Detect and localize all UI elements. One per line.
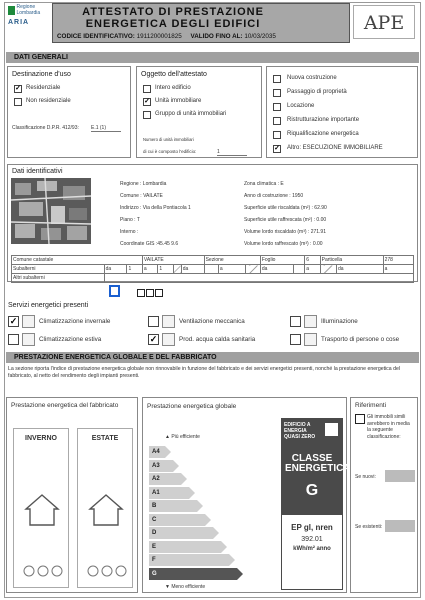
- energy-class-bar-a2: A2: [149, 473, 181, 485]
- motivo-label-2: Passaggio di proprietà: [287, 89, 347, 95]
- servizio-label-1: Climatizzazione invernale: [39, 318, 111, 325]
- title-bar: [52, 3, 350, 43]
- servizio-label-6: Trasporto di persone o cose: [321, 336, 400, 343]
- prestazione-heading: PRESTAZIONE ENERGETICA GLOBALE E DEL FABBRICATO: [6, 352, 419, 363]
- intero-edificio-checkbox[interactable]: [143, 85, 151, 93]
- motivo-checkbox-4[interactable]: [273, 117, 281, 125]
- regione-lombardia-logo: Regione Lombardia ARIA: [8, 4, 48, 40]
- house-estate-icon: [88, 493, 124, 527]
- riferimenti-box: Riferimenti Gli immobili simili avrebbero in media la seguente classificazione: Se nuovi: Se esistenti:: [350, 397, 418, 593]
- small-box-1: [137, 289, 145, 297]
- composto-value: 1: [217, 149, 247, 156]
- residenziale-checkbox[interactable]: ✓: [15, 85, 21, 92]
- servizio-icon-4: [162, 333, 175, 346]
- motivo-label-3: Locazione: [287, 103, 315, 109]
- inverno-rating-icons: [22, 563, 64, 579]
- motivo-label-5: Riqualificazione energetica: [287, 131, 359, 137]
- energy-class-bar-a1: A1: [149, 487, 189, 499]
- unita-immobiliare-checkbox[interactable]: ✓: [144, 98, 150, 105]
- globale-box: Prestazione energetica globale ▲ Più efficiente ▼ Meno efficiente EDIFICIO A ENERGIA QUASI ZERO CLASSE ENERGETICA G EP gl, nren 392.01 kWh/m² anno A4 A3 A2 A1 B C D E F G: [142, 397, 347, 593]
- classificazione-label: Classificazione D.P.R. 412/93:: [12, 125, 79, 131]
- inverno-panel: INVERNO: [13, 428, 69, 588]
- energy-class-bar-d: D: [149, 527, 213, 539]
- small-box-2: [146, 289, 154, 297]
- classificazione-value: E.1 (1): [91, 125, 121, 132]
- servizio-checkbox-1[interactable]: ✓: [9, 316, 18, 326]
- gruppo-unita-checkbox[interactable]: [143, 111, 151, 119]
- servizio-checkbox-3[interactable]: [148, 316, 159, 327]
- map-thumbnail-image: [11, 178, 91, 244]
- codice-value: 1911200001825: [136, 33, 182, 40]
- servizio-checkbox-5[interactable]: [290, 316, 301, 327]
- riferimenti-icon: [355, 414, 365, 424]
- estate-rating-icons: [86, 563, 128, 579]
- energy-class-bar-f: F: [149, 554, 229, 566]
- prestazione-description: La sezione riporta l'indice di prestazione energetica globale non rinnovabile in funzione del fabbricato e dei servizi energetici presenti, nonché la prestazione energetica del fabbricato, al netto del rendimento degli impianti presenti.: [8, 366, 401, 379]
- non-residenziale-checkbox[interactable]: [14, 98, 22, 106]
- title-line1: ATTESTATO DI PRESTAZIONE: [82, 6, 264, 18]
- energy-class-bar-c: C: [149, 514, 205, 526]
- motivi-box: [266, 66, 418, 158]
- destinazione-box: Destinazione d'uso ✓ Residenziale Non residenziale Classificazione D.P.R. 412/93: E.1 (1): [7, 66, 131, 158]
- codice-row: CODICE IDENTIFICATIVO: 1911200001825 VALIDO FINO AL: 10/03/2035: [57, 33, 276, 40]
- catasto-table: Comune catastale VAILATE Sezione Foglio 6 Particella 278 Subalterni da 1 a 1 da a da a da a Altri subalterni: [11, 255, 414, 283]
- motivo-checkbox-6[interactable]: ✓: [274, 145, 280, 152]
- motivo-label-6: Altro: ESECUZIONE IMMOBILIARE: [287, 145, 383, 151]
- energy-class-bar-a3: A3: [149, 460, 173, 472]
- house-inverno-icon: [24, 493, 60, 527]
- servizio-label-2: Climatizzazione estiva: [39, 336, 102, 343]
- se-nuovi-arrow: [385, 470, 415, 482]
- ep-value: 392.01: [301, 536, 323, 543]
- servizio-checkbox-6[interactable]: [290, 334, 301, 345]
- motivo-checkbox-1[interactable]: [273, 75, 281, 83]
- motivo-checkbox-2[interactable]: [273, 89, 281, 97]
- regione-emblem-icon: [8, 6, 15, 15]
- servizio-label-5: Illuminazione: [321, 318, 358, 325]
- dati-generali-heading: DATI GENERALI: [6, 52, 419, 63]
- servizio-label-4: Prod. acqua calda sanitaria: [179, 336, 256, 343]
- servizio-checkbox-4[interactable]: ✓: [149, 334, 158, 344]
- servizio-icon-2: [22, 333, 35, 346]
- classe-panel: EDIFICIO A ENERGIA QUASI ZERO CLASSE ENERGETICA G EP gl, nren 392.01 kWh/m² anno: [281, 418, 343, 590]
- servizio-icon-5: [304, 315, 317, 328]
- servizio-checkbox-2[interactable]: [8, 334, 19, 345]
- oggetto-box: Oggetto dell'attestato Intero edificio ✓ Unità immobiliare Gruppo di unità immobiliari Numero di unità immobiliari di cui è composto l'edificio: 1: [136, 66, 262, 158]
- servizio-label-3: Ventilazione meccanica: [179, 318, 245, 325]
- dati-identificativi-box: Dati identificativi Regione : Lombardia Comune : VAILATE Indirizzo : Via della Pontiacola 1 Piano : T Interno : Coordinate GIS :45.45 9.6 Zona climatica : E Anno di costruzione : 1950 Superficie utile riscaldata (m²) : 62.90 Superficie utile raffrescata (m²) : 0.00 Volume lordo riscaldato (m³) : 271.91 Volume lordo raffrescato (m³) : 0.00 Comune catastale VAILATE Sezione Foglio 6 Particella 278 Subalterni da 1 a 1 da a da a da a Altri subalterni: [7, 164, 418, 282]
- motivo-checkbox-3[interactable]: [273, 103, 281, 111]
- servizio-icon-6: [304, 333, 317, 346]
- servizio-icon-1: [22, 315, 35, 328]
- quasi-zero-checkbox: [325, 423, 338, 436]
- motivo-checkbox-5[interactable]: [273, 131, 281, 139]
- fabbricato-box: Prestazione energetica del fabbricato INVERNO ESTATE: [6, 397, 138, 593]
- valido-value: 10/03/2035: [244, 33, 276, 40]
- motivo-label-1: Nuova costruzione: [287, 75, 337, 81]
- se-esistenti-arrow: [385, 520, 415, 532]
- energy-class-bar-a4: A4: [149, 446, 165, 458]
- title-line2: ENERGETICA DEGLI EDIFICI: [85, 18, 261, 30]
- classe-value: G: [305, 482, 319, 499]
- energy-class-bar-g: G: [149, 568, 237, 580]
- energy-class-bar-e: E: [149, 541, 221, 553]
- servizi-heading: Servizi energetici presenti: [8, 302, 89, 309]
- energy-class-bar-b: B: [149, 500, 197, 512]
- ape-logo: APE: [353, 5, 415, 39]
- small-box-3: [155, 289, 163, 297]
- dati-identificativi-heading: Dati identificativi: [12, 168, 63, 175]
- aria-logo: ARIA: [8, 19, 30, 26]
- servizio-icon-3: [162, 315, 175, 328]
- estate-panel: ESTATE: [77, 428, 133, 588]
- selected-cell-marker[interactable]: [109, 285, 120, 297]
- ep-panel: EP gl, nren 392.01 kWh/m² anno: [281, 514, 343, 590]
- motivo-label-4: Ristrutturazione importante: [287, 117, 360, 123]
